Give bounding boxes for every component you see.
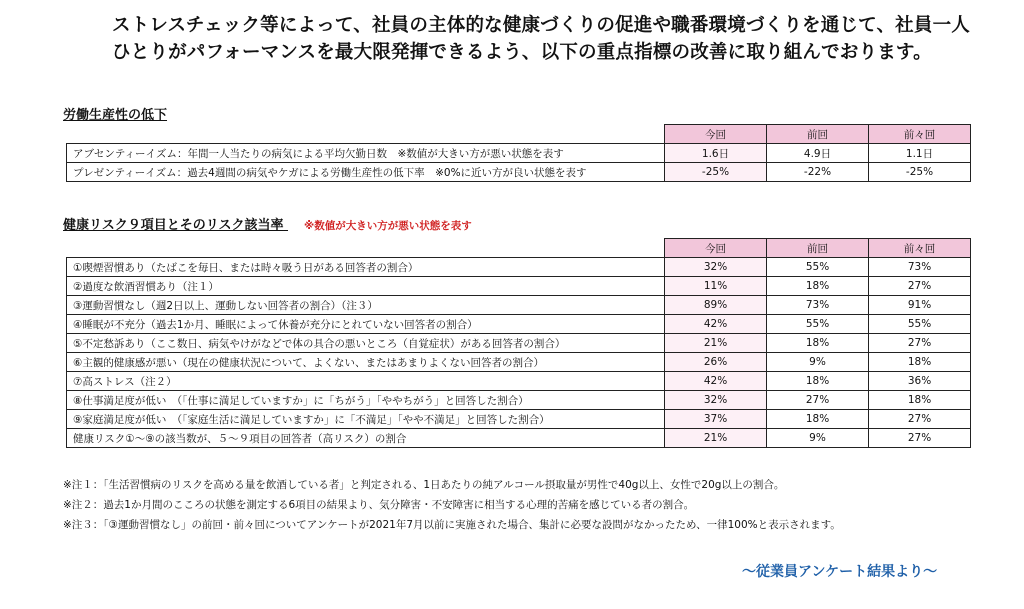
table-row (67, 277, 971, 296)
health-risk-note: ※数値が大きい方が悪い状態を表す (304, 220, 472, 232)
value-previous: 55% (767, 315, 869, 334)
row-label: ④睡眠が不充分（過去1か月、睡眠によって休養が充分にとれていない回答者の割合） (67, 315, 665, 334)
table-row (67, 334, 971, 353)
value-before-previous: 91% (869, 296, 971, 315)
header-before-previous: 前々回 (869, 125, 971, 144)
header-current: 今回 (665, 239, 767, 258)
value-current: 32% (665, 391, 767, 410)
value-before-previous: 36% (869, 372, 971, 391)
row-label: アブセンティーイズム：年間一人当たりの病気による平均欠勤日数 ※数値が大きい方が悪い状態を表す (67, 144, 665, 163)
table-row (67, 258, 971, 277)
value-previous: 18% (767, 410, 869, 429)
value-before-previous: -25% (869, 163, 971, 182)
value-before-previous: 27% (869, 334, 971, 353)
row-label: プレゼンティーイズム：過去4週間の病気やケガによる労働生産性の低下率 ※0%に近い方が良い状態を表す (67, 163, 665, 182)
table-row (67, 429, 971, 448)
value-previous: 18% (767, 277, 869, 296)
row-label: ②過度な飲酒習慣あり（注１） (67, 277, 665, 296)
header-current: 今回 (665, 125, 767, 144)
table-row (67, 353, 971, 372)
table-row (67, 296, 971, 315)
footnote-2: ※注２：過去1か月間のこころの状態を測定する6項目の結果より、気分障害・不安障害に相当する心理的苦痛を感じている者の割合。 (63, 499, 695, 511)
health-risk-table (66, 238, 971, 448)
header-blank (67, 239, 665, 258)
value-before-previous: 18% (869, 391, 971, 410)
productivity-table (66, 124, 971, 182)
value-previous: 9% (767, 429, 869, 448)
table-row (67, 144, 971, 163)
productivity-title: 労働生産性の低下 (63, 108, 168, 123)
table-row (67, 163, 971, 182)
productivity-header-row (67, 125, 971, 144)
value-current: 42% (665, 372, 767, 391)
header-previous: 前回 (767, 239, 869, 258)
value-before-previous: 18% (869, 353, 971, 372)
row-label: 健康リスク①～⑨の該当数が、５～９項目の回答者（高リスク）の割合 (67, 429, 665, 448)
source-caption: ～従業員アンケート結果より～ (742, 564, 938, 580)
footnotes (63, 475, 841, 535)
value-previous: 73% (767, 296, 869, 315)
row-label: ⑥主観的健康感が悪い（現在の健康状況について、よくない、またはあまりよくない回答者の割合） (67, 353, 665, 372)
row-label: ⑦高ストレス（注２） (67, 372, 665, 391)
value-before-previous: 27% (869, 277, 971, 296)
value-current: 11% (665, 277, 767, 296)
value-previous: 55% (767, 258, 869, 277)
header-previous: 前回 (767, 125, 869, 144)
health-risk-title-text: 健康リスク９項目とそのリスク該当率 (63, 218, 284, 233)
value-previous: 27% (767, 391, 869, 410)
row-label: ⑨家庭満足度が低い （「家庭生活に満足していますか」に「不満足」「やや不満足」と回答した割合） (67, 410, 665, 429)
header-blank (67, 125, 665, 144)
value-previous: 18% (767, 372, 869, 391)
value-previous: 9% (767, 353, 869, 372)
value-before-previous: 27% (869, 410, 971, 429)
value-previous: -22% (767, 163, 869, 182)
header-before-previous: 前々回 (869, 239, 971, 258)
health-risk-title (63, 214, 472, 233)
value-current: 21% (665, 334, 767, 353)
health-risk-header-row (67, 239, 971, 258)
row-label: ⑧仕事満足度が低い （「仕事に満足していますか」に「ちがう」「ややちがう」と回答した割合） (67, 391, 665, 410)
footnote-1: ※注１：「生活習慣病のリスクを高める量を飲酒している者」と判定される、1日あたりの純アルコール摂取量が男性で40g以上、女性で20g以上の割合。 (63, 479, 785, 491)
value-before-previous: 1.1日 (869, 144, 971, 163)
table-row (67, 372, 971, 391)
value-current: 42% (665, 315, 767, 334)
table-row (67, 315, 971, 334)
value-before-previous: 73% (869, 258, 971, 277)
row-label: ①喫煙習慣あり（たばこを毎日、または時々吸う日がある回答者の割合） (67, 258, 665, 277)
value-current: 1.6日 (665, 144, 767, 163)
table-row (67, 410, 971, 429)
value-previous: 4.9日 (767, 144, 869, 163)
row-label: ⑤不定愁訴あり（ここ数日、病気やけがなどで体の具合の悪いところ（自覚症状）がある回答者の割合） (67, 334, 665, 353)
value-previous: 18% (767, 334, 869, 353)
headline-line-2: ひとりがパフォーマンスを最大限発揮できるよう、以下の重点指標の改善に取り組んでおります。 (112, 42, 932, 63)
headline-line-1: ストレスチェック等によって、社員の主体的な健康づくりの促進や職番環境づくりを通じて、社員一人 (112, 15, 970, 36)
value-current: 89% (665, 296, 767, 315)
row-label: ③運動習慣なし（週2日以上、運動しない回答者の割合）（注３） (67, 296, 665, 315)
value-current: -25% (665, 163, 767, 182)
value-before-previous: 55% (869, 315, 971, 334)
value-current: 26% (665, 353, 767, 372)
value-current: 32% (665, 258, 767, 277)
value-current: 21% (665, 429, 767, 448)
value-before-previous: 27% (869, 429, 971, 448)
value-current: 37% (665, 410, 767, 429)
table-row (67, 391, 971, 410)
headline (112, 12, 992, 66)
footnote-3: ※注３：「③運動習慣なし」の前回・前々回についてアンケートが2021年7月以前に実施された場合、集計に必要な設問がなかったため、一律100%と表示されます。 (63, 519, 841, 531)
